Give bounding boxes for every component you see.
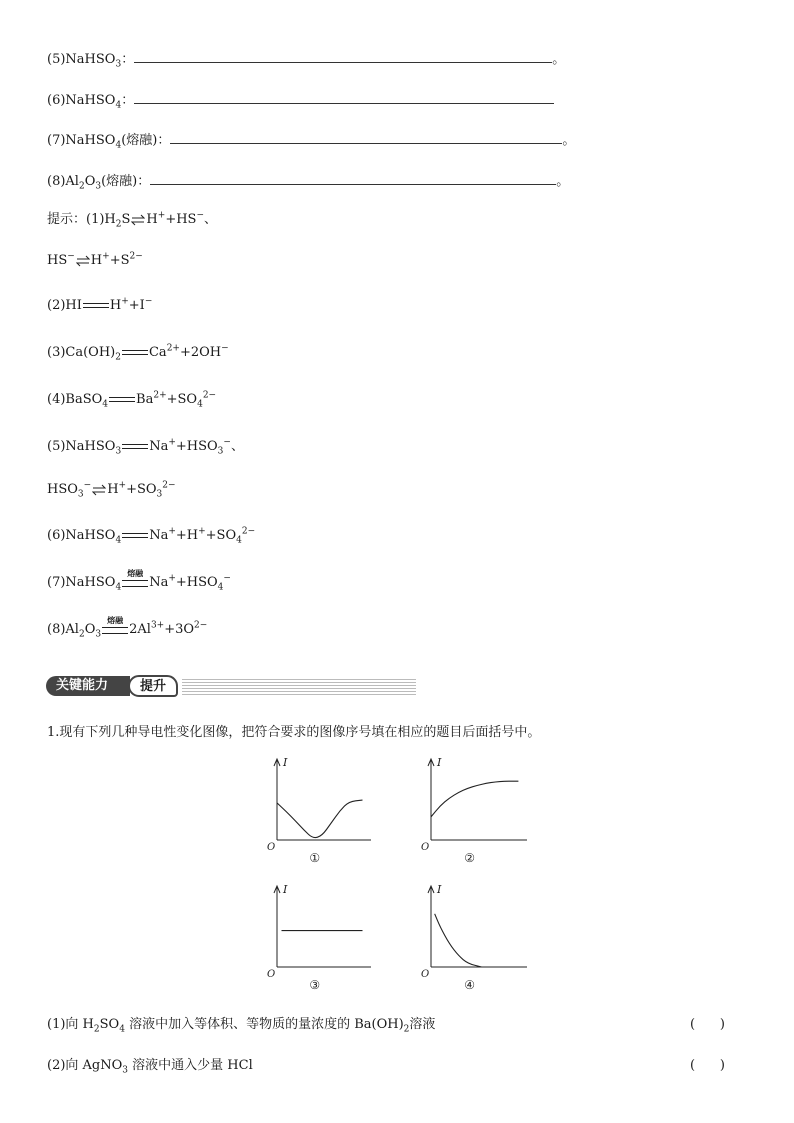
hint-4: (4)BaSO$_4$ $Ba^{2+}+SO_4^{2-}$ bbox=[47, 390, 217, 410]
hint-7: (7)NaHSO$_4$ 熔融 $Na^++HSO_4^-$ bbox=[47, 568, 231, 593]
problem-1-sub-2: (2)向 AgNO$_3$ 溶液中通入少量 HCl bbox=[47, 1058, 253, 1076]
hint-1b: HS− $H^++S^{2-}$ bbox=[47, 251, 143, 268]
section-title: 关键能力 bbox=[46, 676, 130, 696]
y-axis-label: I bbox=[437, 756, 442, 769]
chart-number-label: ④ bbox=[464, 978, 476, 992]
chart-number-label: ① bbox=[309, 851, 321, 865]
y-axis-label: I bbox=[283, 756, 288, 769]
origin-label: O bbox=[421, 969, 430, 980]
question-7: (7)NaHSO$_4$(熔融)： 。 bbox=[47, 129, 575, 149]
hint-8: $(8)Al_2O_3$ 熔融 $2Al^{3+}+3O^{2-}$ bbox=[47, 615, 208, 640]
hint-5b: $HSO_3^-$ $H^++SO_3^{2-}$ bbox=[47, 480, 176, 500]
chart-number-label: ③ bbox=[309, 978, 321, 992]
conductivity-curve bbox=[277, 800, 363, 837]
question-6: (6)NaHSO$_4$： bbox=[47, 89, 554, 109]
origin-label: O bbox=[267, 842, 276, 853]
melting-condition-arrow: 熔融 bbox=[102, 624, 128, 636]
hint-3: $(3)Ca(OH)_2$ $Ca^{2+}+2OH^-$ bbox=[47, 343, 229, 363]
conductivity-curve bbox=[431, 781, 518, 817]
hint-5: (5)NaHSO$_3$ $Na^++HSO_3^-$、 bbox=[47, 437, 244, 457]
problem-1-stem: 1.现有下列几种导电性变化图像，把符合要求的图像序号填在相应的题目后面括号中。 bbox=[47, 725, 541, 740]
hint-1: 提示：$(1)H_2S$ H++HS−、 bbox=[47, 210, 218, 230]
answer-paren-1[interactable]: ( ) bbox=[690, 1017, 725, 1032]
origin-label: O bbox=[267, 969, 276, 980]
y-axis-label: I bbox=[283, 883, 288, 896]
chart-number-label: ② bbox=[464, 851, 476, 865]
hint-2: (2)HI H++I− bbox=[47, 296, 153, 313]
answer-paren-2[interactable]: ( ) bbox=[690, 1058, 725, 1073]
melting-condition-arrow: 熔融 bbox=[122, 577, 148, 589]
hint-6: (6)NaHSO$_4$ $Na^++H^++SO_4^{2-}$ bbox=[47, 526, 256, 546]
section-tab: 提升 bbox=[128, 675, 178, 697]
y-axis-label: I bbox=[437, 883, 442, 896]
problem-1-sub-1: (1)向 $H_2SO_4$ 溶液中加入等体积、等物质的量浓度的 $Ba(OH)_2$溶液 bbox=[47, 1017, 436, 1035]
question-5: (5)NaHSO$_3$： 。 bbox=[47, 48, 565, 68]
origin-label: O bbox=[421, 842, 430, 853]
question-8: $(8)Al_2O_3$(熔融)： 。 bbox=[47, 170, 569, 190]
conductivity-curve bbox=[435, 914, 482, 967]
